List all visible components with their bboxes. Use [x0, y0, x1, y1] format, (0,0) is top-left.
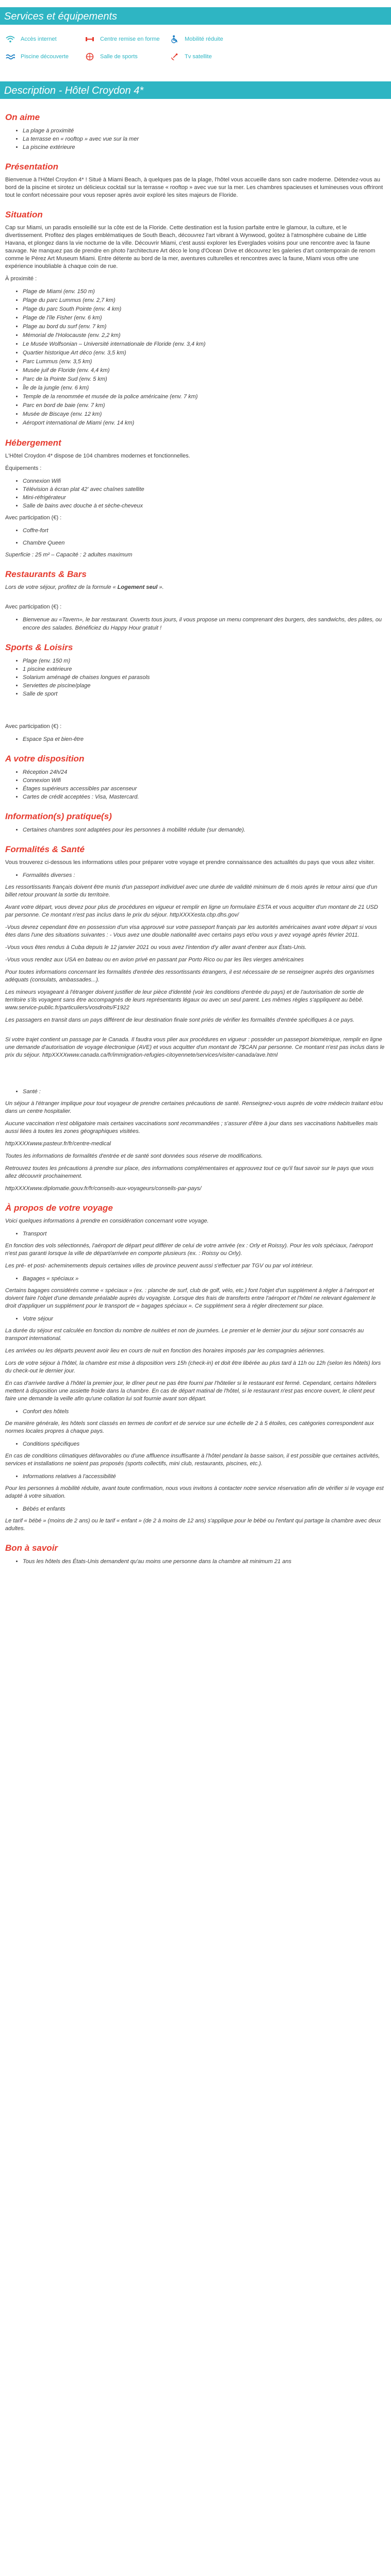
list-item: • Tous les hôtels des États-Unis demandent qu'au moins une personne dans la chambre ait minimum 21 ans: [23, 1557, 386, 1566]
sante-bullet: [5, 1088, 386, 1096]
list-item: • Télévision à écran plat 42' avec chaînes satellite: [23, 485, 386, 494]
on-aime-heading: On aime: [5, 112, 40, 122]
pratiques-list: [5, 826, 386, 834]
apropos-intro: Voici quelques informations à prendre en considération concernant votre voyage.: [5, 1218, 209, 1224]
list-item: • Parc Lummus (env. 3,5 km): [23, 358, 386, 366]
list-item: • 1 piscine extérieure: [23, 665, 386, 673]
paragraph: Les passagers en transit dans un pays différent de leur destination finale sont priés de vérifier les formalités d'entrée spécifiques à ce pays.: [5, 1017, 355, 1023]
paragraph: En cas de conditions climatiques défavorables ou d'une affluence insuffisante à l'hôtel pendant la basse saison, il est possible que certaines activités, services et installations ne soient pas proposés (sports collectifs, mini club, restaurants, piscines, etc.).: [5, 1453, 380, 1467]
hebergement-intro: L'Hôtel Croydon 4* dispose de 104 chambres modernes et fonctionnelles.: [5, 453, 190, 459]
paragraph: -Vous vous rendez aux USA en bateau ou en avion privé en passant par Porto Rico ou par les îles vierges américaines: [5, 957, 304, 963]
sports-paid-list: [5, 735, 386, 743]
list-item: • Aéroport international de Miami (env. 14 km): [23, 419, 386, 428]
proximity-label: À proximité :: [5, 276, 37, 282]
list-item: • Chambre Queen: [23, 539, 386, 547]
accessibility-bullet: [5, 1472, 386, 1481]
paragraph: Les ressortissants français doivent être munis d'un passeport individuel avec une durée de validité minimum de 6 mois après le retour ainsi que d'un billet retour prouvant la sortie du territoire.: [5, 884, 378, 898]
paragraph: Si votre trajet contient un passage par le Canada. Il faudra vous plier aux procédures en vigueur : posséder un passeport biométrique, remplir en ligne une demande d'autorisation de voyage électronique (AVE) et vous acquitter d'un montant de 7$CAN par personne. Ce montant n'est pas inclus dans le prix du séjour. httpXXXXwww.canada.ca/fr/immigration-refugies-citoyennete/services/visiter-canada/ave.html: [5, 1037, 385, 1058]
list-item: • Parc en bord de baie (env. 7 km): [23, 401, 386, 410]
amenity-tv: [169, 53, 252, 61]
formalites-bullet: [5, 871, 386, 879]
room-type-list: [5, 539, 386, 547]
list-item: • Parc de la Pointe Sud (env. 5 km): [23, 375, 386, 384]
list-item: • Connexion Wifi: [23, 776, 386, 785]
amenity-pool: [5, 53, 85, 61]
list-item: • Plage du parc Lummus (env. 2,7 km): [23, 296, 386, 305]
paid-label: Avec participation (€) :: [5, 515, 62, 521]
link-text[interactable]: httpXXXXwww.diplomatie.gouv.fr/fr/conseils-aux-voyageurs/conseils-par-pays/: [5, 1185, 202, 1192]
sejour-bullet: [5, 1315, 386, 1323]
list-item: • Musée de Biscaye (env. 12 km): [23, 410, 386, 419]
presentation-text: Bienvenue à l'Hôtel Croydon 4* ! Situé à Miami Beach, à quelques pas de la plage, l'hôtel vous accueille dans son cadre moderne. Détendez-vous au bord de la piscine et sirotez un délicieux cocktail sur la terrasse « rooftop » avec vue sur la mer. Les chambres spacieuses et lumineuses vous offriront tout le confort nécessaire pour vous reposer après avoir exploré les sites majeurs de Floride.: [5, 177, 383, 198]
paragraph: Avant votre départ, vous devez pour plus de procédures en vigueur et remplir en ligne un formulaire ESTA et vous acquitter d'un montant de 21 USD par personne. Ce montant n'est pas inclus dans le prix du séjour. httpXXXXesta.cbp.dhs.gov/: [5, 904, 378, 918]
paragraph: -Vous devrez cependant être en possession d'un visa approuvé sur votre passeport français par les autorités américaines avant votre départ si vous êtes dans l'une des situations suivantes : - Vous avez une double nationalité avec certains pays et/ou vous y avez voyagé après février 2011.: [5, 924, 377, 938]
amenity-label: Tv satellite: [185, 54, 212, 60]
list-item: • Mémorial de l'Holocauste (env. 2,2 km): [23, 331, 386, 340]
situation-text: Cap sur Miami, un paradis ensoleillé sur la côte est de la Floride. Cette destination est la fusion parfaite entre le glamour, la culture, et le divertissement. Profitez des plages emblématiques de South Beach, découvrez l'art vibrant à Wynwood, goûtez à l'atmosphère cubaine de Little Havana, et plongez dans la vie nocturne de la ville. Découvrir Miami, c'est aussi explorer les Everglades voisins pour une rencontre avec la faune sauvage. Ne manquez pas de prendre en photo l'architecture Art déco le long d'Ocean Drive et découvrez les galeries d'art contemporain de renom comme le Pérez Art Museum Miami. Entre détente au bord de la mer, aventures culturelles et rencontres avec la faune, Miami vous offre une expérience inoubliable à chaque coin de rue.: [5, 225, 376, 269]
pool-icon: [5, 53, 15, 61]
formalites-intro: Vous trouverez ci-dessous les informations utiles pour préparer votre voyage et prendre connaissance des actualités du pays que vous allez visiter.: [5, 859, 375, 866]
list-item: • Plage de l'île Fisher (env. 6 km): [23, 314, 386, 323]
paragraph: La durée du séjour est calculée en fonction du nombre de nuitées et non de journées. Le premier et le dernier jour du séjour sont consacrés au transport international.: [5, 1328, 364, 1342]
paragraph: Retrouvez toutes les précautions à prendre sur place, des informations complémentaires et approuvez tout ce qu'il faut savoir sur le pays que vous allez découvrir prochainement.: [5, 1165, 374, 1179]
list-item: • Certaines chambres sont adaptées pour les personnes à mobilité réduite (sur demande).: [23, 826, 386, 834]
paid-list: [5, 527, 386, 535]
list-item: • Bagages « spéciaux »: [23, 1275, 386, 1283]
list-item: • Connexion Wifi: [23, 477, 386, 485]
transport-bullet: [5, 1230, 386, 1238]
paragraph: Lors de votre séjour à l'hôtel, la chambre est mise à disposition vers 15h (check-in) et doit être libérée au plus tard à 11h ou 12h (selon les hôtels) lors du check-out le dernier jour.: [5, 1360, 381, 1374]
list-item: • Étages supérieurs accessibles par ascenseur: [23, 785, 386, 793]
disposition-heading: A votre disposition: [5, 754, 85, 764]
list-item: • Confort des hôtels: [23, 1408, 386, 1416]
formula-text: Lors de votre séjour, profitez de la formule « Logement seul ».: [5, 584, 164, 590]
restaurant-list: [5, 616, 386, 632]
amenity-label: Salle de sports: [100, 54, 138, 60]
sports-heading: Sports & Loisirs: [5, 642, 73, 652]
paragraph: Pour toutes informations concernant les formalités d'entrée des ressortissants étrangers, il est nécessaire de se renseigner auprès des organismes adéquats (consulats, ambassades...).: [5, 969, 374, 983]
paragraph: -Vous vous êtes rendus à Cuba depuis le 12 janvier 2021 ou vous avez l'intention d'y aller avant d'entrer aux États-Unis.: [5, 944, 307, 951]
proximity-list: [5, 287, 386, 428]
list-item: • Plage au bord du surf (env. 7 km): [23, 323, 386, 331]
amenity-label: Centre remise en forme: [100, 36, 160, 42]
list-item: • La piscine extérieure: [23, 143, 386, 151]
list-item: • Solarium aménagé de chaises longues et parasols: [23, 673, 386, 682]
sports-icon: [85, 53, 95, 61]
list-item: • Santé :: [23, 1088, 386, 1096]
list-item: • Plage du parc South Pointe (env. 4 km): [23, 305, 386, 314]
list-item: • Temple de la renommée et musée de la police américaine (env. 7 km): [23, 393, 386, 401]
list-item: • Réception 24h/24: [23, 768, 386, 776]
confort-bullet: [5, 1408, 386, 1416]
bebes-bullet: [5, 1505, 386, 1513]
paid-label: Avec participation (€) :: [5, 604, 62, 610]
list-item: • Transport: [23, 1230, 386, 1238]
list-item: • Formalités diverses :: [23, 871, 386, 879]
hebergement-heading: Hébergement: [5, 438, 61, 448]
list-item: • Cartes de crédit acceptées : Visa, Mastercard.: [23, 793, 386, 801]
list-item: • Informations relatives à l'accessibilité: [23, 1472, 386, 1481]
wheelchair-icon: [169, 35, 180, 43]
list-item: • Le Musée Wolfsonian – Université internationale de Floride (env. 3,4 km): [23, 340, 386, 349]
paragraph: Pour les personnes à mobilité réduite, avant toute confirmation, nous vous invitons à contacter notre service réservation afin de vérifier si le voyage est adapté à votre situation.: [5, 1485, 384, 1499]
list-item: • Salle de bains avec douche à et sèche-cheveux: [23, 502, 386, 510]
paid-label: Avec participation (€) :: [5, 723, 62, 730]
list-item: • Quartier historique Art déco (env. 3,5 km): [23, 349, 386, 358]
list-item: • Plage (env. 150 m): [23, 657, 386, 665]
situation-heading: Situation: [5, 210, 43, 219]
paragraph: Aucune vaccination n'est obligatoire mais certaines vaccinations sont recommandées ; s'assurer d'être à jour dans ses vaccinations habituelles mais aussi liées à toutes les zones géographiques visitées.: [5, 1121, 378, 1134]
amenity-label: Piscine découverte: [21, 54, 69, 60]
sports-list: [5, 657, 386, 698]
formalites-heading: Formalités & Santé: [5, 844, 85, 854]
page: [0, 7, 391, 1566]
list-item: • Coffre-fort: [23, 527, 386, 535]
description-content: [0, 112, 391, 1566]
amenity-sports: [85, 53, 169, 61]
presentation-heading: Présentation: [5, 162, 58, 172]
services-banner: Services et équipements: [0, 7, 391, 25]
equipment-label: Équipements :: [5, 465, 42, 471]
paragraph: En cas d'arrivée tardive à l'hôtel la premier jour, le dîner peut ne pas être fourni par l'hôtelier si le restaurant est fermé. Cependant, certains hôteliers mettent à disposition une assiette froide dans la chambre. En cas de départ matinal de l'hôtel, si le restaurant n'est pas encore ouvert, le client peut faire une demande la veille afin qu'une collation lui soit fournie avant son départ.: [5, 1380, 377, 1402]
apropos-heading: À propos de votre voyage: [5, 1203, 113, 1213]
list-item: • Musée juif de Floride (env. 4,4 km): [23, 366, 386, 375]
amenity-fitness: [85, 35, 169, 43]
link-text[interactable]: httpXXXXwww.pasteur.fr/fr/centre-medical: [5, 1141, 111, 1147]
disposition-list: [5, 768, 386, 801]
paragraph: De manière générale, les hôtels sont classés en termes de confort et de service sur une échelle de 2 à 5 étoiles, ces catégories correspondent aux normes locales propres à chaque pays.: [5, 1420, 374, 1434]
amenities-grid: [0, 25, 391, 76]
amenity-label: Accès internet: [21, 36, 57, 42]
description-banner: Description - Hôtel Croydon 4*: [0, 81, 391, 99]
paragraph: Le tarif « bébé » (moins de 2 ans) ou le tarif « enfant » (de 2 à moins de 12 ans) s'applique pour le bébé ou l'enfant qui partage la chambre avec deux adultes.: [5, 1518, 381, 1532]
list-item: • Serviettes de piscine/plage: [23, 682, 386, 690]
paragraph: En fonction des vols sélectionnés, l'aéroport de départ peut différer de celui de votre arrivée (ex : Orly et Roissy). Pour les vols spéciaux, l'aéroport n'est pas garanti lorsque la ville de départ/arrivée en comporte plusieurs (ex. : Roissy ou Orly).: [5, 1243, 373, 1257]
list-item: • Espace Spa et bien-être: [23, 735, 386, 743]
restaurants-heading: Restaurants & Bars: [5, 569, 87, 579]
satellite-icon: [169, 53, 180, 61]
paragraph: Les arrivées ou les départs peuvent avoir lieu en cours de nuit en fonction des horaires imposés par les compagnies aériennes.: [5, 1348, 325, 1354]
list-item: • Mini-réfrigérateur: [23, 494, 386, 502]
list-item: • Bienvenue au «Tavern», le bar restaurant. Ouverts tous jours, il vous propose un menu comprenant des burgers, des sandwichs, des pâtes, ou encore des salades. Bénéficiez du Happy Hour gratuit !: [23, 616, 386, 632]
paragraph: Toutes les informations de formalités d'entrée et de santé sont données sous réserve de modifications.: [5, 1153, 263, 1159]
amenity-label: Mobilité réduite: [185, 36, 223, 42]
paragraph: Les mineurs voyageant à l'étranger doivent justifier de leur pièce d'identité (voir les conditions d'entrée du pays) et de l'autorisation de sortie de territoire s'ils voyagent sans être accompagnés de leurs représentants légaux ou avec un seul parent. Les mêmes règles s'appliquent au bébé. www.service-public.fr/particuliers/vosdroits/F1922: [5, 989, 364, 1011]
conditions-bullet: [5, 1440, 386, 1448]
list-item: • La plage à proximité: [23, 127, 386, 135]
list-item: • Conditions spécifiques: [23, 1440, 386, 1448]
paragraph: Certains bagages considérés comme « spéciaux » (ex. : planche de surf, club de golf, vélo, etc.) font l'objet d'un supplément à régler à l'aéroport et doivent faire l'objet d'une demande préalable auprès du voyagiste. Lorsque des frais de transferts entre l'aéroport et l'hôtel ne relevant également le droit d'appliquer un supplément pour le transport de « bagages spéciaux ». Ce supplément sera à régler directement sur place.: [5, 1287, 376, 1309]
bagages-bullet: [5, 1275, 386, 1283]
list-item: • Bébés et enfants: [23, 1505, 386, 1513]
dumbbell-icon: [85, 35, 95, 43]
amenity-internet: [5, 35, 85, 43]
list-item: • Île de la jungle (env. 6 km): [23, 384, 386, 393]
surface-text: Superficie : 25 m² – Capacité : 2 adultes maximum: [5, 552, 133, 558]
amenity-accessibility: [169, 35, 252, 43]
paragraph: Les pré- et post- acheminements depuis certaines villes de province peuvent aussi s'effectuer par TGV ou par vol intérieur.: [5, 1263, 314, 1269]
list-item: • Votre séjour: [23, 1315, 386, 1323]
equipment-list: [5, 477, 386, 510]
paragraph: Un séjour à l'étranger implique pour tout voyageur de prendre certaines précautions de santé. Renseignez-vous auprès de votre médecin traitant et/ou dans un centre hospitalier.: [5, 1100, 383, 1114]
wifi-icon: [5, 35, 15, 43]
bon-savoir-list: [5, 1557, 386, 1566]
pratiques-heading: Information(s) pratique(s): [5, 811, 112, 821]
bon-savoir-heading: Bon à savoir: [5, 1543, 58, 1553]
on-aime-list: [5, 127, 386, 151]
list-item: • Plage de Miami (env. 150 m): [23, 287, 386, 296]
list-item: • La terrasse en « rooftop » avec vue sur la mer: [23, 135, 386, 143]
list-item: • Salle de sport: [23, 690, 386, 698]
